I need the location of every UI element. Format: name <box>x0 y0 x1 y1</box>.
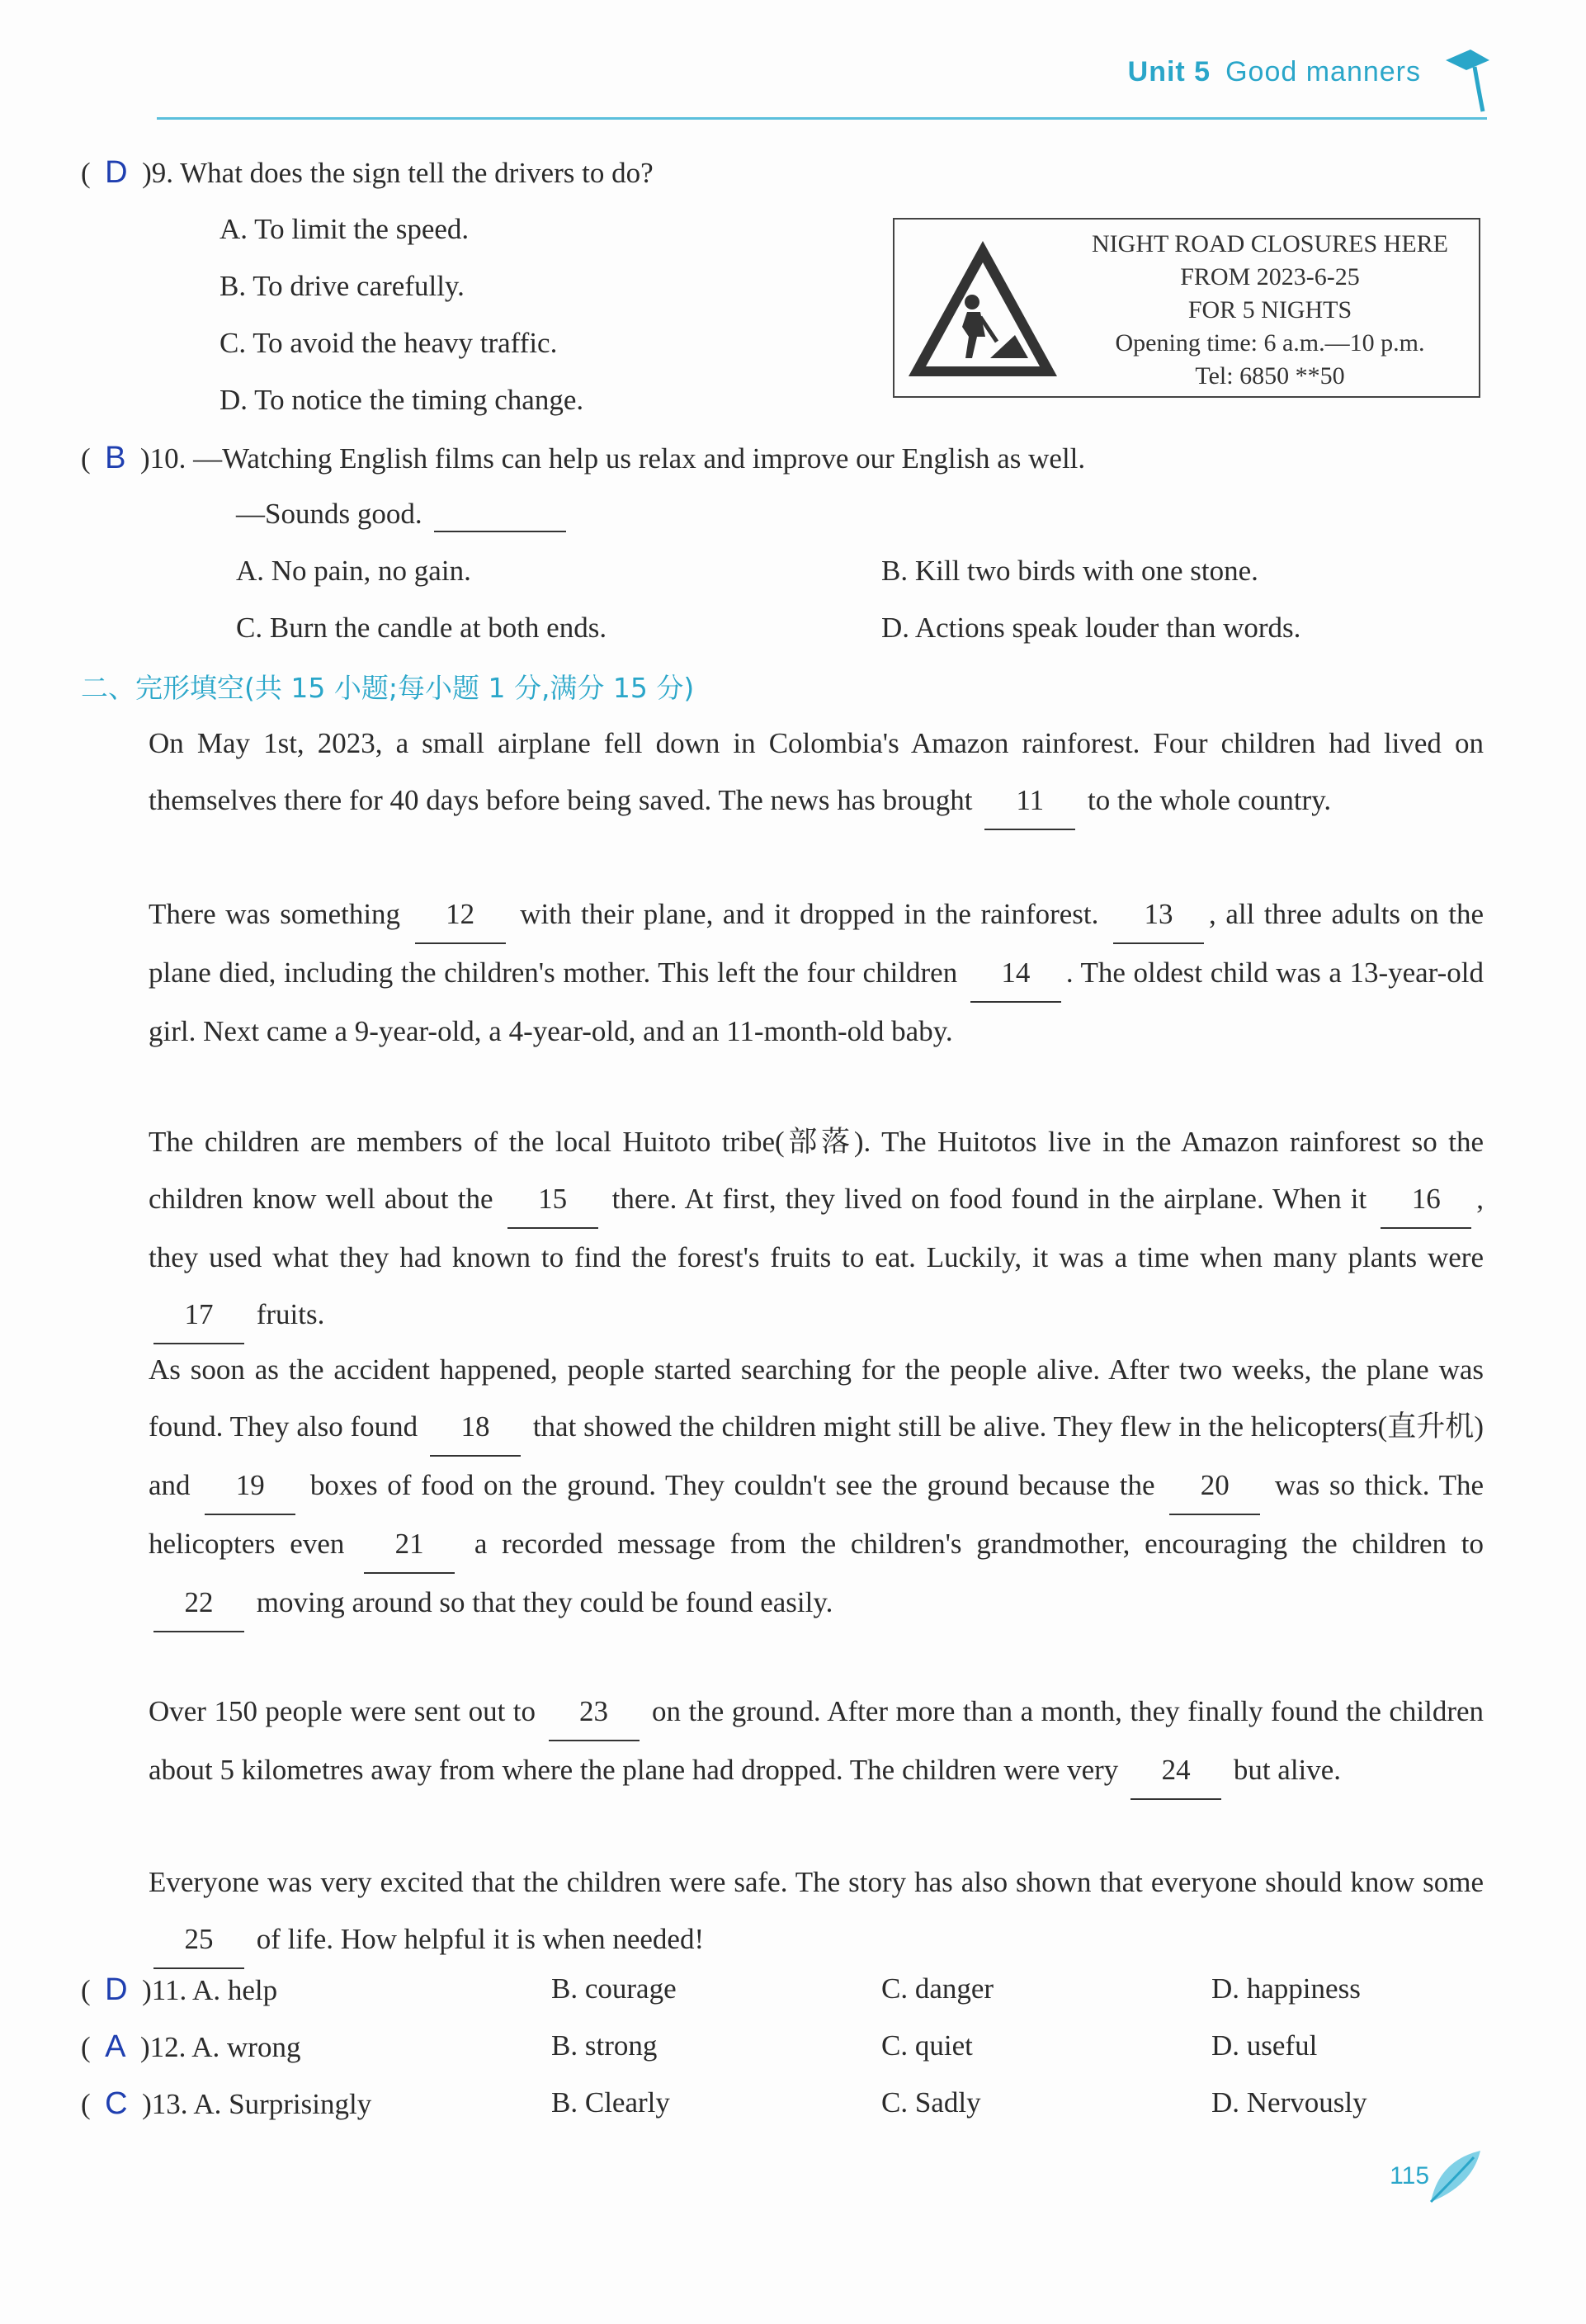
blank-15: 15 <box>507 1170 598 1229</box>
header-rule <box>157 117 1487 120</box>
option-12d: D. useful <box>1211 2029 1318 2062</box>
answer-9: D <box>105 155 128 190</box>
blank-18: 18 <box>430 1398 521 1457</box>
option-9d: D. To notice the timing change. <box>219 384 584 416</box>
road-works-warning-icon <box>904 234 1061 383</box>
section-title: 二、完形填空(共 15 小题;每小题 1 分,满分 15 分) <box>81 672 695 704</box>
question-10: ( B )10. —Watching English films can help us relax and improve our English as well. <box>81 441 1086 475</box>
option-12c: C. quiet <box>881 2029 973 2062</box>
passage-paragraph-5: Over 150 people were sent out to 23 on the ground. After more than a month, they finally found the children about 5 kilometres away from where the plane had dropped. The children were very 24 but alive. <box>81 1683 1484 1800</box>
question-10-stem: —Watching English films can help us relax and improve our English as well. <box>193 442 1086 475</box>
sign-text: NIGHT ROAD CLOSURES HERE FROM 2023-6-25 FOR 5 NIGHTS Opening time: 6 a.m.—10 p.m. Tel: 6850 **50 <box>1092 230 1448 390</box>
graduation-cap-icon <box>1442 45 1491 116</box>
feather-icon <box>1423 2144 1489 2210</box>
blank-20: 20 <box>1169 1457 1260 1515</box>
option-10d: D. Actions speak louder than words. <box>881 612 1301 644</box>
question-9: ( D )9. What does the sign tell the drivers to do? <box>81 155 654 190</box>
blank-23: 23 <box>549 1683 640 1741</box>
blank-24: 24 <box>1130 1741 1221 1800</box>
blank-12: 12 <box>415 886 506 944</box>
answer-13: C <box>105 2086 128 2121</box>
question-13: ( C )13. A. Surprisingly <box>81 2086 372 2121</box>
answer-10: B <box>105 441 126 475</box>
page-header <box>1128 56 1421 88</box>
road-sign-box <box>893 218 1480 398</box>
option-11d: D. happiness <box>1211 1972 1361 2005</box>
passage-paragraph-4: As soon as the accident happened, people started searching for the people alive. After two weeks, the plane was found. They also found 18 that showed the children might still be alive. They flew in the helicopters(直升机) and 19 boxes of food on the ground. They couldn't see the ground because the 20 was so thick. The helicopters even 21 a recorded message from the children's grandmother, encouraging the children to 22 moving around so that they could be found easily. <box>81 1341 1484 1632</box>
blank-21: 21 <box>364 1515 455 1574</box>
unit-title: Good manners <box>1225 56 1421 87</box>
blank-11: 11 <box>984 772 1075 830</box>
option-12b: B. strong <box>551 2029 658 2062</box>
passage-paragraph-3: The children are members of the local Huitoto tribe(部落). The Huitotos live in the Amazon rainforest so the children know well about the 15 there. At first, they lived on food found in the airplane. When it 16 , they used what they had known to find the forest's fruits to eat. Luckily, it was a time when many plants were 17 fruits. <box>81 1113 1484 1344</box>
question-11: ( D )11. A. help <box>81 1972 278 2007</box>
passage-paragraph-1: On May 1st, 2023, a small airplane fell down in Colombia's Amazon rainforest. Four children had lived on themselves there for 40 days before being saved. The news has brought 11 to the whole country. <box>81 715 1484 830</box>
answer-12: A <box>105 2029 126 2064</box>
option-11c: C. danger <box>881 1972 994 2005</box>
blank-14: 14 <box>970 944 1061 1003</box>
option-10c: C. Burn the candle at both ends. <box>236 612 607 644</box>
page-number: 115 <box>1390 2162 1429 2189</box>
unit-label: Unit 5 <box>1127 56 1211 87</box>
blank-13: 13 <box>1113 886 1204 944</box>
blank-19: 19 <box>205 1457 295 1515</box>
option-11b: B. courage <box>551 1972 677 2005</box>
option-9b: B. To drive carefully. <box>219 270 465 302</box>
answer-blank <box>434 498 566 532</box>
option-10b: B. Kill two birds with one stone. <box>881 555 1258 587</box>
blank-16: 16 <box>1381 1170 1471 1229</box>
passage-paragraph-6: Everyone was very excited that the children were safe. The story has also shown that everyone should know some 25 of life. How helpful it is when needed! <box>81 1854 1484 1969</box>
blank-25: 25 <box>153 1911 244 1969</box>
option-9a: A. To limit the speed. <box>219 213 470 245</box>
blank-22: 22 <box>153 1574 244 1632</box>
question-9-stem: What does the sign tell the drivers to do? <box>180 157 654 189</box>
answer-11: D <box>105 1972 128 2007</box>
option-9c: C. To avoid the heavy traffic. <box>219 327 558 359</box>
option-13c: C. Sadly <box>881 2086 981 2119</box>
question-10-reply: —Sounds good. <box>236 498 571 532</box>
question-12: ( A )12. A. wrong <box>81 2029 301 2064</box>
blank-17: 17 <box>153 1286 244 1344</box>
option-10a: A. No pain, no gain. <box>236 555 471 587</box>
option-13b: B. Clearly <box>551 2086 670 2119</box>
passage-paragraph-2: There was something 12 with their plane, and it dropped in the rainforest. 13 , all three adults on the plane died, including the children's mother. This left the four children 14 . The oldest child was a 13-year-old girl. Next came a 9-year-old, a 4-year-old, and an 11-month-old baby. <box>81 886 1484 1060</box>
option-13d: D. Nervously <box>1211 2086 1367 2119</box>
